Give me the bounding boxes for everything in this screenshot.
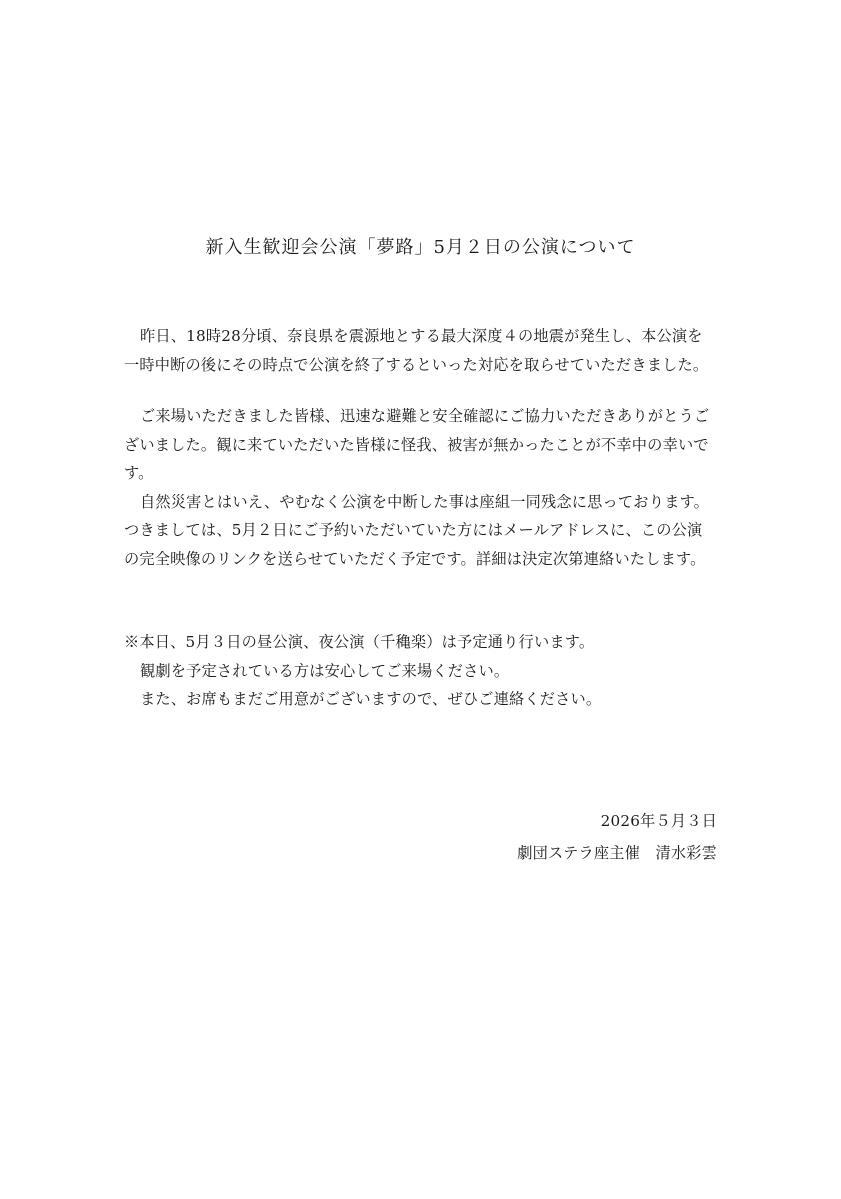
paragraph-line: つきましては、5月２日にご予約いただいていた方にはメールアドレスに、この公演 xyxy=(124,521,703,539)
notice-line: ※本日、5月３日の昼公演、夜公演（千穐楽）は予定通り行います。 xyxy=(124,633,595,651)
paragraph-line: の完全映像のリンクを送らせていただく予定です。詳細は決定次第連絡いたします。 xyxy=(124,549,706,568)
paragraph-line: 昨日、18時28分頃、奈良県を震源地とする最大深度４の地震が発生し、本公演を xyxy=(140,327,703,345)
paragraph-spacer xyxy=(124,379,724,402)
paragraph-line: 自然災害とはいえ、やむなく公演を中断した事は座組一同残念に思っております。 xyxy=(140,492,710,511)
paragraph-spacer xyxy=(124,573,724,628)
paragraph-line: ご来場いただきました皆様、迅速な避難と安全確認にご協力いただきありがとうご xyxy=(140,407,710,425)
paragraph-line: ざいました。観に来ていただいた皆様に怪我、被害が無かったことが不幸中の幸いで xyxy=(124,435,709,454)
notice-line: また、お席もまだご用意がございますので、ぜひご連絡ください。 xyxy=(140,690,602,708)
document-title: 新入生歓迎会公演「夢路」5月２日の公演について xyxy=(205,237,636,258)
signature-name: 劇団ステラ座主催 清水彩雲 xyxy=(517,844,717,862)
paragraph-line: 一時中断の後にその時点で公演を終了するといった対応を取らせていただきました。 xyxy=(124,355,709,374)
document-body xyxy=(124,322,724,714)
document-date: 2026年５月３日 xyxy=(600,812,717,830)
signature-block xyxy=(517,805,717,869)
notice-line: 観劇を予定されている方は安心してご来場ください。 xyxy=(140,661,510,680)
paragraph-line: す。 xyxy=(124,464,154,482)
